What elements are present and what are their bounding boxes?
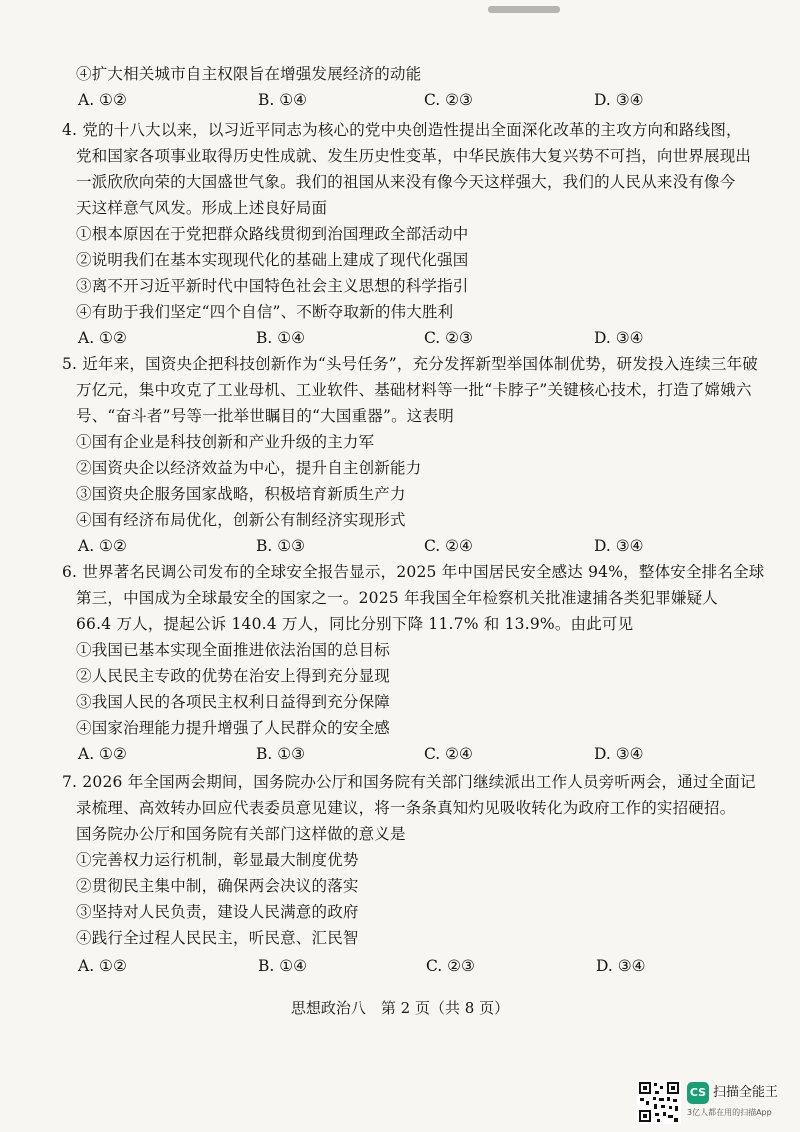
q6-option-1: ①我国已基本实现全面推进依法治国的总目标 xyxy=(76,641,391,659)
q4-choices xyxy=(78,328,718,348)
q7-stem-line-1: 7. 2026 年全国两会期间，国务院办公厅和国务院有关部门继续派出工作人员旁听两会，通过全面记 xyxy=(62,773,756,791)
choice-d: D. ③④ xyxy=(594,91,644,109)
q4-option-3: ③离不开习近平新时代中国特色社会主义思想的科学指引 xyxy=(76,277,469,295)
q7-choices xyxy=(78,956,718,976)
q4-stem-line-1: 4. 党的十八大以来，以习近平同志为核心的党中央创造性提出全面深化改革的主攻方向和路线图， xyxy=(62,121,742,139)
q6-choices xyxy=(78,744,718,764)
q5-stem-line-3: 号、“奋斗者”号等一批举世瞩目的“大国重器”。这表明 xyxy=(76,407,454,425)
q3-option-4: ④扩大相关城市自主权限旨在增强发展经济的动能 xyxy=(76,65,422,83)
scanner-watermark xyxy=(637,1080,797,1128)
q6-stem-line-1: 6. 世界著名民调公司发布的全球安全报告显示，2025 年中国居民安全感达 94%，整体安全排名全球 xyxy=(62,563,765,581)
q7-stem-line-3: 国务院办公厅和国务院有关部门这样做的意义是 xyxy=(76,825,406,843)
q7-stem-line-2: 录梳理、高效转办回应代表委员意见建议，将一条条真知灼见吸收转化为政府工作的实招硬招。 xyxy=(76,799,736,817)
choice-a: A. ①② xyxy=(78,91,127,109)
camscanner-tagline: 3亿人都在用的扫描App xyxy=(687,1108,772,1117)
choice-c: C. ②③ xyxy=(426,957,475,975)
choice-c: C. ②③ xyxy=(424,91,473,109)
choice-b: B. ①④ xyxy=(258,957,308,975)
choice-a: A. ①② xyxy=(78,745,127,763)
choice-b: B. ①④ xyxy=(256,329,306,347)
q4-option-1: ①根本原因在于党把群众路线贯彻到治国理政全部活动中 xyxy=(76,225,469,243)
q4-stem-line-3: 一派欣欣向荣的大国盛世气象。我们的祖国从来没有像今天这样强大，我们的人民从来没有像今 xyxy=(76,173,736,191)
page-footer: 思想政治八 第 2 页（共 8 页） xyxy=(290,999,510,1017)
choice-b: B. ①④ xyxy=(258,91,308,109)
choice-c: C. ②③ xyxy=(424,329,473,347)
choice-a: A. ①② xyxy=(78,537,127,555)
qr-code-icon xyxy=(637,1080,681,1124)
q6-stem-line-2: 第三，中国成为全球最安全的国家之一。2025 年我国全年检察机关批准逮捕各类犯罪嫌疑人 xyxy=(76,589,718,607)
q7-option-2: ②贯彻民主集中制，确保两会决议的落实 xyxy=(76,877,359,895)
q7-option-4: ④践行全过程人民民主，听民意、汇民智 xyxy=(76,929,359,947)
choice-a: A. ①② xyxy=(78,957,127,975)
q7-option-3: ③坚持对人民负责，建设人民满意的政府 xyxy=(76,903,359,921)
choice-d: D. ③④ xyxy=(596,957,646,975)
choice-d: D. ③④ xyxy=(594,329,644,347)
q5-stem-line-1: 5. 近年来，国资央企把科技创新作为“头号任务”，充分发挥新型举国体制优势，研发投入连续三年破 xyxy=(62,355,758,373)
q5-option-1: ①国有企业是科技创新和产业升级的主力军 xyxy=(76,433,375,451)
q7-option-1: ①完善权力运行机制，彰显最大制度优势 xyxy=(76,851,359,869)
q5-option-2: ②国资央企以经济效益为中心，提升自主创新能力 xyxy=(76,459,422,477)
q6-option-2: ②人民民主专政的优势在治安上得到充分显现 xyxy=(76,667,391,685)
q5-choices xyxy=(78,536,718,556)
choice-d: D. ③④ xyxy=(594,537,644,555)
camscanner-logo-icon: CS xyxy=(687,1082,709,1104)
choice-a: A. ①② xyxy=(78,329,127,347)
choice-b: B. ①③ xyxy=(256,537,306,555)
q5-option-4: ④国有经济布局优化，创新公有制经济实现形式 xyxy=(76,511,406,529)
q4-option-2: ②说明我们在基本实现现代化的基础上建成了现代化强国 xyxy=(76,251,469,269)
choice-c: C. ②④ xyxy=(424,537,473,555)
choice-c: C. ②④ xyxy=(424,745,473,763)
choice-b: B. ①③ xyxy=(256,745,306,763)
q3-choices xyxy=(78,90,718,110)
q6-option-3: ③我国人民的各项民主权利日益得到充分保障 xyxy=(76,693,391,711)
q4-stem-line-4: 天这样意气风发。形成上述良好局面 xyxy=(76,199,328,217)
choice-d: D. ③④ xyxy=(594,745,644,763)
q5-stem-line-2: 万亿元，集中攻克了工业母机、工业软件、基础材料等一批“卡脖子”关键核心技术，打造了嫦娥六 xyxy=(76,381,752,399)
camscanner-name: 扫描全能王 xyxy=(713,1085,779,1100)
q4-option-4: ④有助于我们坚定“四个自信”、不断夺取新的伟大胜利 xyxy=(76,303,454,321)
q6-option-4: ④国家治理能力提升增强了人民群众的安全感 xyxy=(76,719,391,737)
scan-artifact xyxy=(488,6,560,13)
q6-stem-line-3: 66.4 万人，提起公诉 140.4 万人，同比分别下降 11.7% 和 13.9%。由此可见 xyxy=(76,615,634,633)
q4-stem-line-2: 党和国家各项事业取得历史性成就、发生历史性变革，中华民族伟大复兴势不可挡，向世界展现出 xyxy=(76,147,752,165)
q5-option-3: ③国资央企服务国家战略，积极培育新质生产力 xyxy=(76,485,406,503)
